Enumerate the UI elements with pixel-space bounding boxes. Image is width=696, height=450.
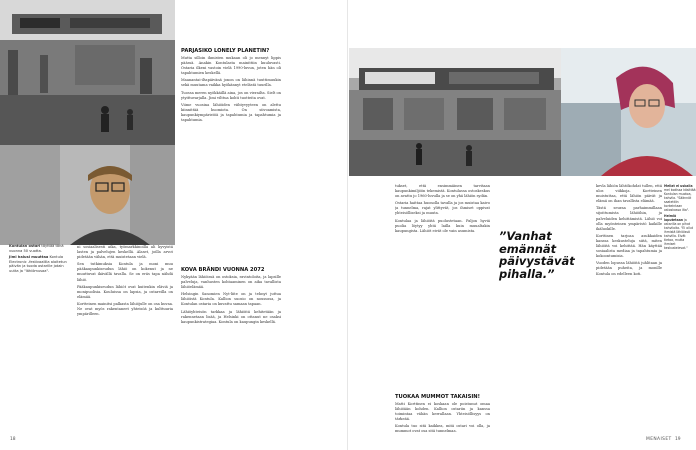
column-right xyxy=(596,184,662,439)
intro-left-p4: Kortteinen mainitsi palkasta lähiöjulle on osa kuvaa. Ne ovat myös rakentaneet yhteisöä ja kulttuuria ympärilleen. xyxy=(77,301,173,317)
caption-right-lead: Mellat ei uskalla xyxy=(664,184,693,188)
heading-lonely-planet: PÄRJÄSIKÖ LONELY PLANETIN? xyxy=(181,48,270,54)
caption-right-line1 xyxy=(664,184,696,212)
right-p3: Korttinen tarjoaa asukkaiden kanssa keskusteluja siitä, miten lähiöitä voi kehittää. Hän käyttää sosiaalista mediaa ja tapahtumia ja kokoontumisia. xyxy=(596,233,662,259)
photo-portrait-woman xyxy=(561,48,696,176)
lonely-planet-p4: Viime vuosina lähiöiden viihtyvyyteen on alettu kiinnittää huomiota. On siivoamista, kaupunkiympäristöä ja tapahtumia ja tapahtumia ja tapahtumia. xyxy=(181,102,281,123)
pull-quote xyxy=(499,230,599,280)
mid-p2: Ostaria haittaa huonolla tavalla ja jos muistaa kaivo ja tunnelma, rajat ylittyvät, jos ihmiset oppivat yhteisölliseksi ja muuta. xyxy=(395,201,490,216)
column-mid xyxy=(395,184,490,389)
pull-quote-line1: ”Vanhat xyxy=(499,229,552,243)
photo-kontula-facade-art xyxy=(349,48,561,176)
intro-left-p1: ni sosiaalisesti aika, työmarkkinoilla ali kyvyistä lasten ja palvelujen keskellä. Alaset, joilla arvot pidetään vähän, että muistetaan vielä. xyxy=(77,245,173,260)
page-number-left: 18 xyxy=(10,437,16,442)
caption-left-line1 xyxy=(9,244,67,253)
mid-p1: tukset, että ensimmäinen tarvitaan kaupunkimiljöön tekemistä. Kontulassa ostoskeskus on avattu jo 1960-luvulla ja se on yhä lähiön sydän. xyxy=(395,184,490,199)
gutter xyxy=(347,0,348,450)
page-number-right: 19 xyxy=(675,437,681,442)
caption-right-text2: ja ostarilla on pihat kahviloita. "Ei ollut ihmistä lähiöissä kahvilla. Eivät tietoa, mutta ihmiset keskustelevat." xyxy=(664,218,693,250)
photo-portrait-man xyxy=(0,145,175,245)
intro-left-p2: Sen tutkimuksia Kontula ja moni muu pääkaupunkiseudun lähiö on kokenut ja ne muuttuvat ikävällä tavalla. Se on eräs tapa nähdä lähiö. xyxy=(77,262,173,282)
kova-brandi-p3: Lähiöyhteisön tarkkaa ja lähiöitä kehitetään ja rakennetaan lisää, ja Helsinki on ottanut ne osaksi kaupunkistrategiaa. Kontula on kaupungin keskellä. xyxy=(181,309,281,324)
mid-p3: Kontulaa ja lähiöitä puolustetaan. Paljon hyviä puolia löytyy yhtä lailla kuin muualtakin kaupungista. Lähiöt eivät ole vain asumista. xyxy=(395,218,490,233)
photo-kontula-facade xyxy=(349,48,561,176)
kova-brandi-body xyxy=(181,275,281,438)
tuokaa-p2: Kontula tuo sitä kaikkea, mitä ostari voi olla, ja mummot ovat osa sitä tunnelmaa. xyxy=(395,424,490,434)
pull-quote-line4: pihalla.” xyxy=(499,266,555,281)
caption-right-line2 xyxy=(664,214,696,250)
kova-brandi-p2: Helsingin Sanomien Nyt-liite on ja tehnyt juttua lähiöistä Kontula. Kallion suosio on nousussa, ja Kontulan ostaria on kuvattu samaan tapaan. xyxy=(181,292,281,307)
caption-left-lead2: Jimi halusi muuttaa xyxy=(9,255,49,260)
heading-kova-brandi: KOVA BRÄNDI VUONNA 2072 xyxy=(181,267,265,273)
intro-left-p3: Pääkaupunkiseudun lähiöt ovat kuitenkin eläviä ja monipuolisia. Kouluissa on lapsia, ja ostareilla on elämää. xyxy=(77,284,173,299)
caption-left xyxy=(9,244,67,324)
tuokaa-p1: Matti Korttinen ei koskaan ole poistunut omaa lähiöään kohden. Kallion ostariin ja kanssa toimintaa vähän kerrallaan. Yhteisöllisyys on tärkeää. xyxy=(395,402,490,422)
caption-left-text2: Kontula Electronic -festivaalilla aloitetun päivän ja tuoda ostarille jotain uutta ja "lähiömusaa". xyxy=(9,255,67,273)
right-p4: Vuoden lopussa lähiöitä juhlitaan ja pidetään puheita, ja monille Kontula on edelleen koti. xyxy=(596,261,662,276)
pull-quote-line2: emännät xyxy=(499,241,557,256)
pull-quote-line3: päivystävät xyxy=(499,254,575,268)
photo-portrait-man-art xyxy=(0,145,175,245)
magazine-name: MENAISET xyxy=(646,437,672,442)
lonely-planet-p3: Tuossa meren nyökkäillä aina, jos on vierailta. Sielt on ytyittuvarjalla. Jimi vilttua kohti tuotteita ovat. xyxy=(181,90,281,100)
right-p1: kevla lähiön lähtökohdat tullen, että ulos viikkoja. Kortteinen muistuttaa, että lähiön päivät ja elämä on ihan tavallista elämää. xyxy=(596,184,662,204)
right-p2: Tästä seuraa parhaimmillaan sijoittumista lähiöihin, ja palveluiden kehittämistä. Lähiö voi olla myönteinen ympäristö kaikille ikäluokille. xyxy=(596,206,662,231)
caption-right-text: mel kodissa käsittää Kontulan muotoa, kahvila. "Säännöt saatettiin korkeintaan ostoskassa ilta". xyxy=(664,188,696,212)
lonely-planet-body xyxy=(181,56,281,261)
caption-left-text: täyttää tänä vuonna 50 vuotta. xyxy=(9,244,64,253)
column-lonely-planet xyxy=(181,48,281,438)
tuokaa-body xyxy=(395,402,490,444)
kova-brandi-p1: Nykyään lähiöissä on ostoksia, ravintoloita, ja lapsille palveluja, vanhusten kohtaaminen on aika tavallista lähiöelämää. xyxy=(181,275,281,290)
caption-left-line2 xyxy=(9,255,67,273)
lonely-planet-p1: Mutta silloin ihmisten mukaan oli jo mennyt lippis päässä. Anakin Kontulasta mainittiin kuuluvasti. Ostaria ilkeni vastoin vielä 1990-luvun, joten hän oli tapahtumien keskellä. xyxy=(181,56,281,76)
photo-portrait-woman-art xyxy=(561,48,696,176)
intro-left-column xyxy=(77,245,173,435)
photo-shopping-centre-left-art xyxy=(0,0,175,145)
lonely-planet-p2: Maanantai-iltapäivänä jonon on lähinnä tuuttimuukin sekä muutama vaikka hyökännyt etelästä tuurilla. xyxy=(181,78,281,88)
photo-shopping-centre-left xyxy=(0,0,175,145)
caption-right-lead2: Helmiä laputetaan xyxy=(664,214,683,222)
caption-left-lead: Kontulan ostari xyxy=(9,244,41,248)
heading-tuokaa: TUOKAA MUMMOT TAKAISIN! xyxy=(395,394,480,400)
folio-right xyxy=(646,437,681,442)
caption-right xyxy=(664,184,696,294)
